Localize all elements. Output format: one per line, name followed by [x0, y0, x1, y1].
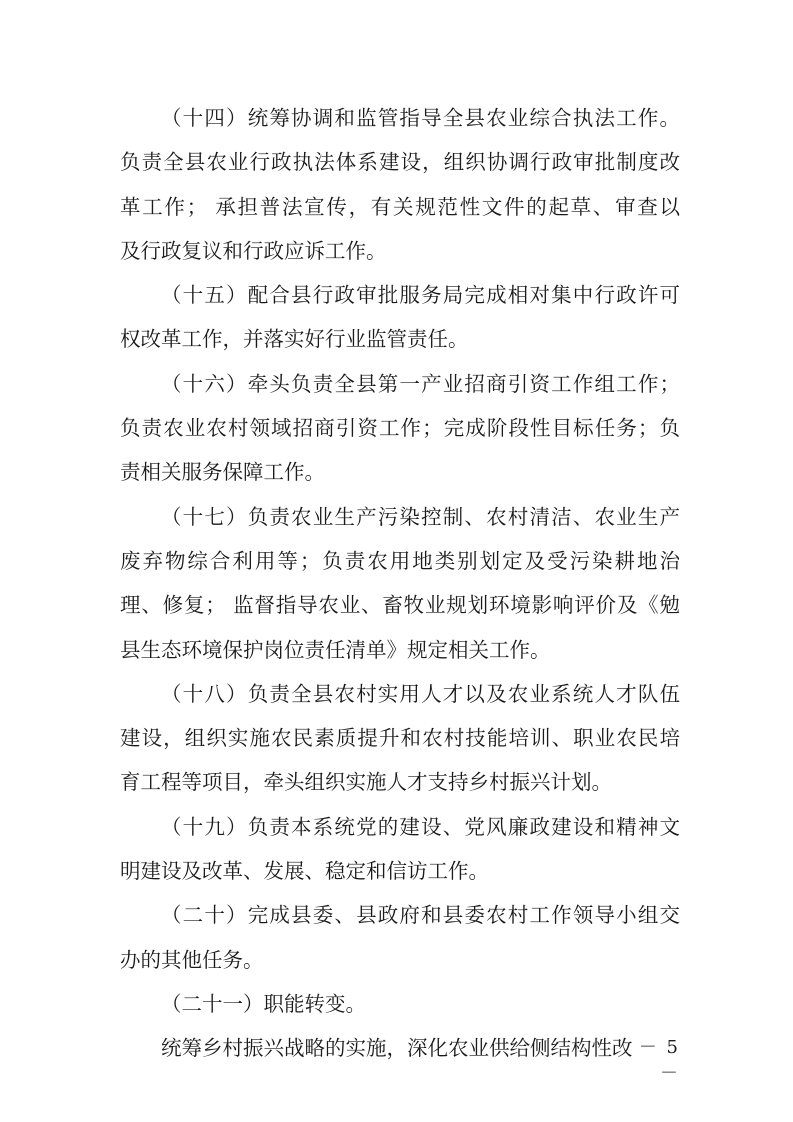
text-line: 县生态环境保护岗位责任清单》规定相关工作。	[120, 637, 551, 662]
paragraph	[120, 1026, 680, 1070]
text-line: 统筹乡村振兴战略的实施，深化农业供给侧结构性改	[161, 1036, 633, 1061]
body-text	[120, 96, 680, 1071]
text-line: （二十一）职能转变。	[161, 991, 366, 1016]
text-line: 建设，组织实施农民素质提升和农村技能培训、职业农民培	[120, 726, 680, 751]
text-line: （十五）配合县行政审批服务局完成相对集中行政许可	[161, 283, 680, 308]
text-line: （十八）负责全县农村实用人才以及农业系统人才队伍	[161, 681, 680, 706]
text-line: 育工程等项目，牵头组织实施人才支持乡村振兴计划。	[120, 770, 612, 795]
paragraph	[120, 982, 680, 1026]
text-line: 废弃物综合利用等；负责农用地类别划定及受污染耕地治	[120, 548, 680, 573]
paragraph	[120, 96, 680, 273]
paragraph	[120, 362, 680, 495]
text-line: （十六）牵头负责全县第一产业招商引资工作组工作；	[161, 371, 680, 396]
text-line: 责相关服务保障工作。	[120, 460, 325, 485]
text-line: 及行政复议和行政应诉工作。	[120, 238, 387, 263]
paragraph	[120, 672, 680, 805]
text-line: 理、修复； 监督指导农业、畜牧业规划环境影响评价及《勉	[120, 593, 680, 618]
text-line: （十七）负责农业生产污染控制、农村清洁、农业生产	[161, 504, 680, 529]
text-line: （十九）负责本系统党的建设、党风廉政建设和精神文	[161, 814, 680, 839]
paragraph	[120, 805, 680, 894]
paragraph	[120, 495, 680, 672]
text-line: 负责农业农村领域招商引资工作；完成阶段性目标任务；负	[120, 416, 680, 441]
text-line: 权改革工作，并落实好行业监管责任。	[120, 327, 469, 352]
text-line: 办的其他任务。	[120, 947, 264, 972]
paragraph	[120, 273, 680, 362]
paragraph	[120, 893, 680, 982]
text-line: （十四）统筹协调和监管指导全县农业综合执法工作。	[161, 106, 680, 130]
text-line: （二十）完成县委、县政府和县委农村工作领导小组交	[161, 903, 680, 928]
text-line: 革工作； 承担普法宣传，有关规范性文件的起草、审查以	[120, 194, 680, 219]
text-line: 明建设及改革、发展、稳定和信访工作。	[120, 859, 489, 884]
page-number: － 5 －	[638, 1037, 680, 1084]
text-line: 负责全县农业行政执法体系建设，组织协调行政审批制度改	[120, 150, 680, 175]
